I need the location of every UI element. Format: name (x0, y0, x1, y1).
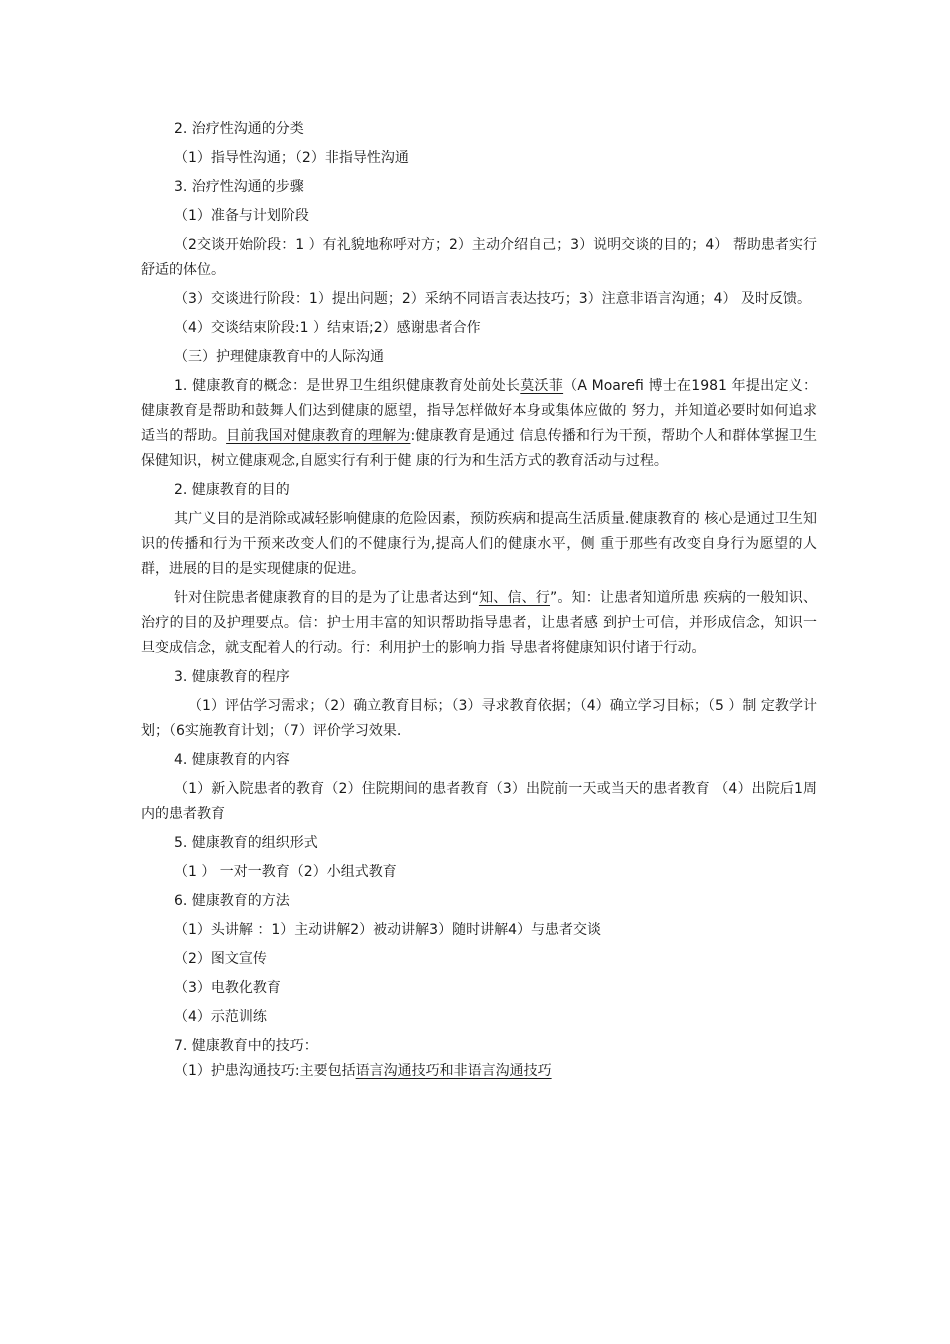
paragraph-preparation-stage: （1）准备与计划阶段 (174, 208, 309, 224)
paragraph-broad-purpose: 其广义目的是消除或减轻影响健康的危险因素，预防疾病和提高生活质量.健康教育的 核心是通过卫生知识的传播和行为干预来改变人们的不健康行为,提高人们的健康水平，侧 重于那些有改变自身行为愿望的人群，进展的目的是实现健康的促进。 (141, 511, 817, 577)
heading-therapeutic-communication-steps: 3. 治疗性沟通的步骤 (174, 179, 304, 195)
paragraph-closing-stage: （4）交谈结束阶段:1 ）结束语;2）感谢患者合作 (174, 320, 481, 336)
underlined-understanding: 目前我国对健康教育的理解为 (226, 428, 411, 444)
paragraph-communication-types: （1）指导性沟通；（2）非指导性沟通 (174, 150, 409, 166)
paragraph-progress-stage: （3）交谈进行阶段：1）提出问题；2）采纳不同语言表达技巧；3）注意非语言沟通；4） 及时反馈。 (174, 291, 811, 307)
document-body (141, 117, 817, 1088)
underlined-know-believe-act: 知、信、行 (478, 590, 550, 606)
skills-text-a: （1）护患沟通技巧:主要包括 (174, 1063, 356, 1079)
paragraph-health-education-concept (141, 374, 817, 474)
purpose-text-a: 针对住院患者健康教育的目的是为了让患者达到“ (174, 590, 479, 606)
heading-education-skills: 7. 健康教育中的技巧： (174, 1038, 318, 1054)
paragraph-nurse-patient-skills (141, 1059, 817, 1084)
heading-health-education-purpose: 2. 健康教育的目的 (174, 482, 290, 498)
concept-text-a: 1. 健康教育的概念：是世界卫生组织健康教育处前处长 (174, 378, 521, 394)
purpose-text-c: ”。知：让患者知道所患 疾病的一般知识、治疗的目的及护理要点。信：护士用丰富的知识帮助指导患者，让患者感 到护士可信，并形成信念，知识一旦变成信念，就支配着人的行动。行：利用护士的影响力指 导患者将健康知识付诸于行动。 (141, 590, 818, 656)
paragraph-method-graphic: （2）图文宣传 (174, 951, 267, 967)
paragraph-education-content: （1）新入院患者的教育（2）住院期间的患者教育（3）出院前一天或当天的患者教育 （4）出院后1周内的患者教育 (141, 781, 817, 822)
underlined-communication-skills: 语言沟通技巧和非语言沟通技巧 (355, 1063, 552, 1079)
heading-health-education-content: 4. 健康教育的内容 (174, 752, 290, 768)
heading-organization-forms: 5. 健康教育的组织形式 (174, 835, 318, 851)
paragraph-procedure-steps: （1）评估学习需求；（2）确立教育目标；（3）寻求教育依据；（4）确立学习目标；（5 ）制 定教学计划；（6实施教育计划；（7）评价学习效果. (141, 698, 817, 739)
underlined-name: 莫沃菲 (520, 378, 564, 394)
concept-text-e: :健康教育是通过 信息传播和行为干预，帮助个人和群体掌握卫生保健知识，树立健康观念,自愿实行有利于健 康的行为和生活方式的教育活动与过程。 (141, 428, 817, 469)
heading-education-methods: 6. 健康教育的方法 (174, 893, 290, 909)
heading-health-education-communication: （三）护理健康教育中的人际沟通 (174, 349, 384, 365)
heading-therapeutic-communication-types: 2. 治疗性沟通的分类 (174, 121, 304, 137)
heading-health-education-procedure: 3. 健康教育的程序 (174, 669, 290, 685)
paragraph-method-oral: （1）头讲解 ：1）主动讲解2）被动讲解3）随时讲解4）与患者交谈 (174, 922, 601, 938)
paragraph-method-demonstration: （4）示范训练 (174, 1009, 267, 1025)
paragraph-opening-stage: （2交谈开始阶段：1 ）有礼貌地称呼对方；2）主动介绍自己；3）说明交谈的目的；4） 帮助患者实行舒适的体位。 (141, 237, 817, 278)
concept-text-c: （A Moarefi 博士在1981 年提出定义：健康教育是帮助和鼓舞人们达到健康的愿望，指导怎样做好本身或集体应做的 努力，并知道必要时如何追求适当的帮助。 (141, 378, 817, 444)
paragraph-method-electronic: （3）电教化教育 (174, 980, 281, 996)
paragraph-organization-forms: （1 ） 一对一教育（2）小组式教育 (174, 864, 397, 880)
paragraph-inpatient-purpose (141, 586, 817, 661)
